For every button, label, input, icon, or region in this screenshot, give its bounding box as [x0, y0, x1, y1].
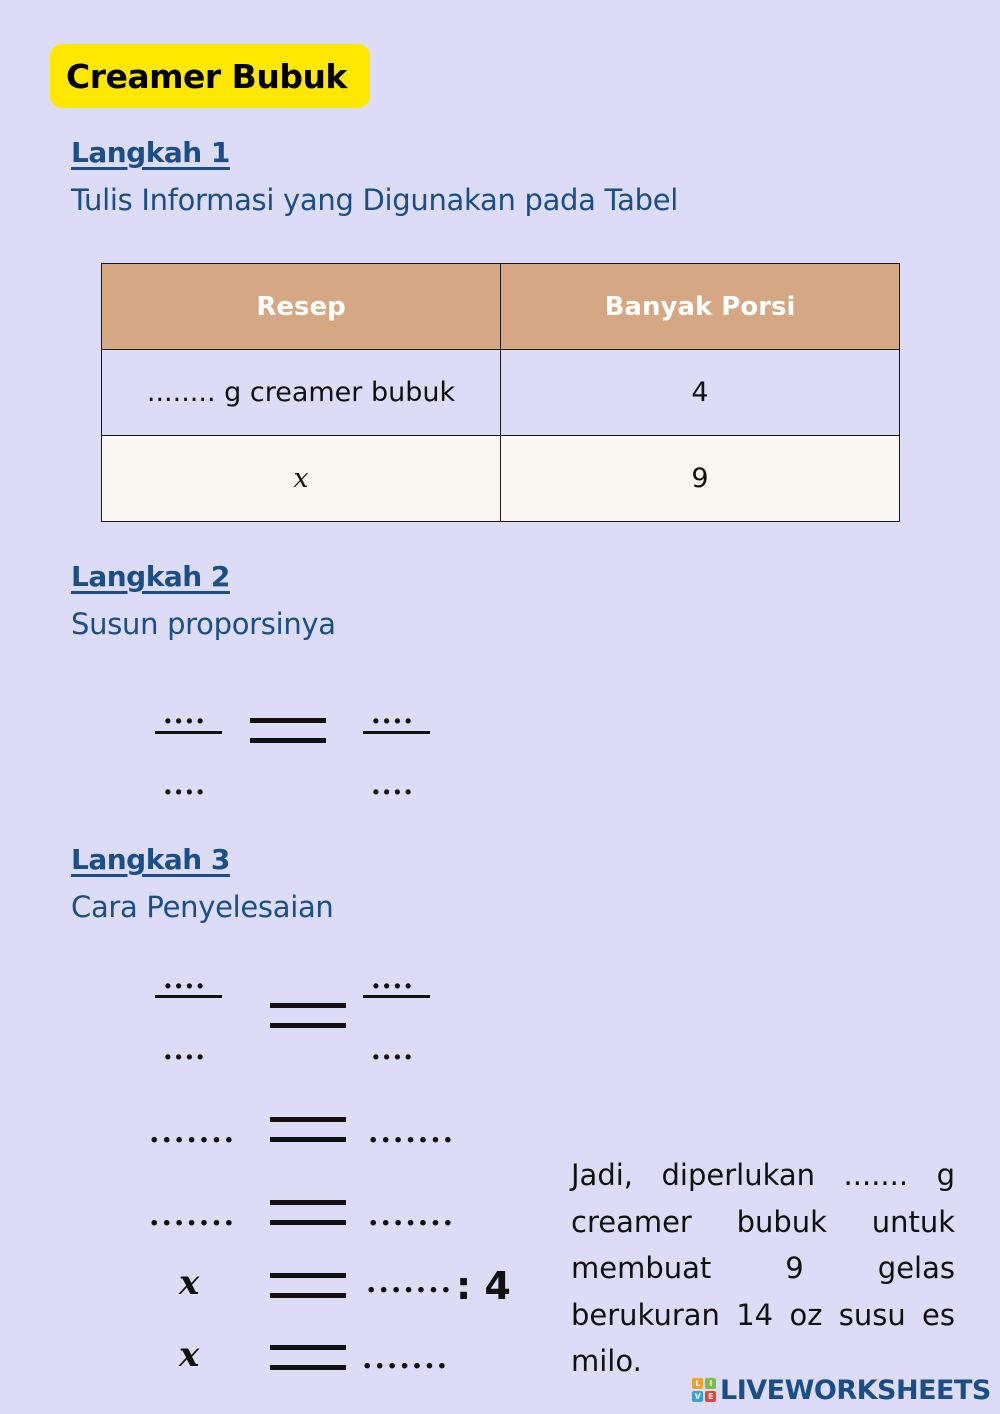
divide-blank[interactable]: .......	[366, 1265, 454, 1300]
solution-numerator-left[interactable]: ....	[163, 962, 206, 995]
conclusion-line: creamer bubuk untuk	[571, 1204, 955, 1239]
proportion-numerator-right[interactable]: ....	[371, 697, 414, 730]
variable-x: x	[179, 1263, 200, 1303]
proportion-denominator-right[interactable]: ....	[371, 768, 414, 801]
step-2-subtitle: Susun proporsinya	[71, 607, 336, 641]
conclusion-line: milo.	[571, 1344, 642, 1378]
simplify-left[interactable]: .......	[149, 1198, 237, 1233]
brand-name: LIVEWORKSHEETS	[720, 1374, 991, 1406]
step-3-heading: Langkah 3	[71, 843, 230, 876]
solution-numerator-right[interactable]: ....	[371, 962, 414, 995]
step-1-heading: Langkah 1	[71, 136, 230, 169]
equals-sign	[270, 1003, 346, 1008]
equals-sign	[270, 1137, 346, 1142]
logo-grid-icon: L I V E	[692, 1378, 716, 1402]
conclusion-line: berukuran 14 oz susu es	[571, 1297, 955, 1332]
equals-sign	[270, 1117, 346, 1122]
step-3-subtitle: Cara Penyelesaian	[71, 890, 334, 924]
step-2-heading: Langkah 2	[71, 560, 230, 593]
equals-sign	[270, 1200, 346, 1205]
variable-x: x	[179, 1335, 200, 1375]
solution-denominator-left[interactable]: ....	[163, 1033, 206, 1066]
step-1-subtitle: Tulis Informasi yang Digunakan pada Tabel	[71, 183, 679, 217]
equals-sign	[250, 718, 326, 723]
table-row	[102, 350, 900, 436]
equals-sign	[250, 738, 326, 743]
fraction-bar	[363, 731, 430, 734]
proportion-numerator-left[interactable]: ....	[163, 697, 206, 730]
cell-resep-1[interactable]: ........ g creamer bubuk	[102, 350, 501, 436]
cross-multiply-right[interactable]: .......	[368, 1115, 456, 1150]
simplify-right[interactable]: .......	[368, 1198, 456, 1233]
cell-porsi-2: 9	[501, 436, 900, 522]
table-header-row	[102, 264, 900, 350]
header-banyak-porsi: Banyak Porsi	[501, 264, 900, 350]
proportion-denominator-left[interactable]: ....	[163, 768, 206, 801]
equals-sign	[270, 1273, 346, 1278]
fraction-bar	[363, 995, 430, 998]
page-title: Creamer Bubuk	[50, 44, 370, 108]
solution-denominator-right[interactable]: ....	[371, 1033, 414, 1066]
fraction-bar	[155, 995, 222, 998]
conclusion-line: membuat 9 gelas	[571, 1251, 955, 1285]
equals-sign	[270, 1220, 346, 1225]
cell-porsi-1: 4	[501, 350, 900, 436]
divide-by-four: : 4	[456, 1264, 511, 1308]
equals-sign	[270, 1023, 346, 1028]
conclusion-line: Jadi, diperlukan ....... g	[571, 1158, 955, 1192]
header-resep: Resep	[102, 264, 501, 350]
table-row	[102, 436, 900, 522]
cross-multiply-left[interactable]: .......	[149, 1115, 237, 1150]
conclusion-text	[571, 1152, 955, 1385]
equals-sign	[270, 1293, 346, 1298]
cell-resep-2: x	[102, 436, 501, 522]
fraction-bar	[155, 731, 222, 734]
info-table	[101, 263, 900, 522]
equals-sign	[270, 1345, 346, 1350]
final-answer-blank[interactable]: .......	[362, 1341, 450, 1376]
equals-sign	[270, 1365, 346, 1370]
liveworksheets-logo	[692, 1372, 991, 1408]
